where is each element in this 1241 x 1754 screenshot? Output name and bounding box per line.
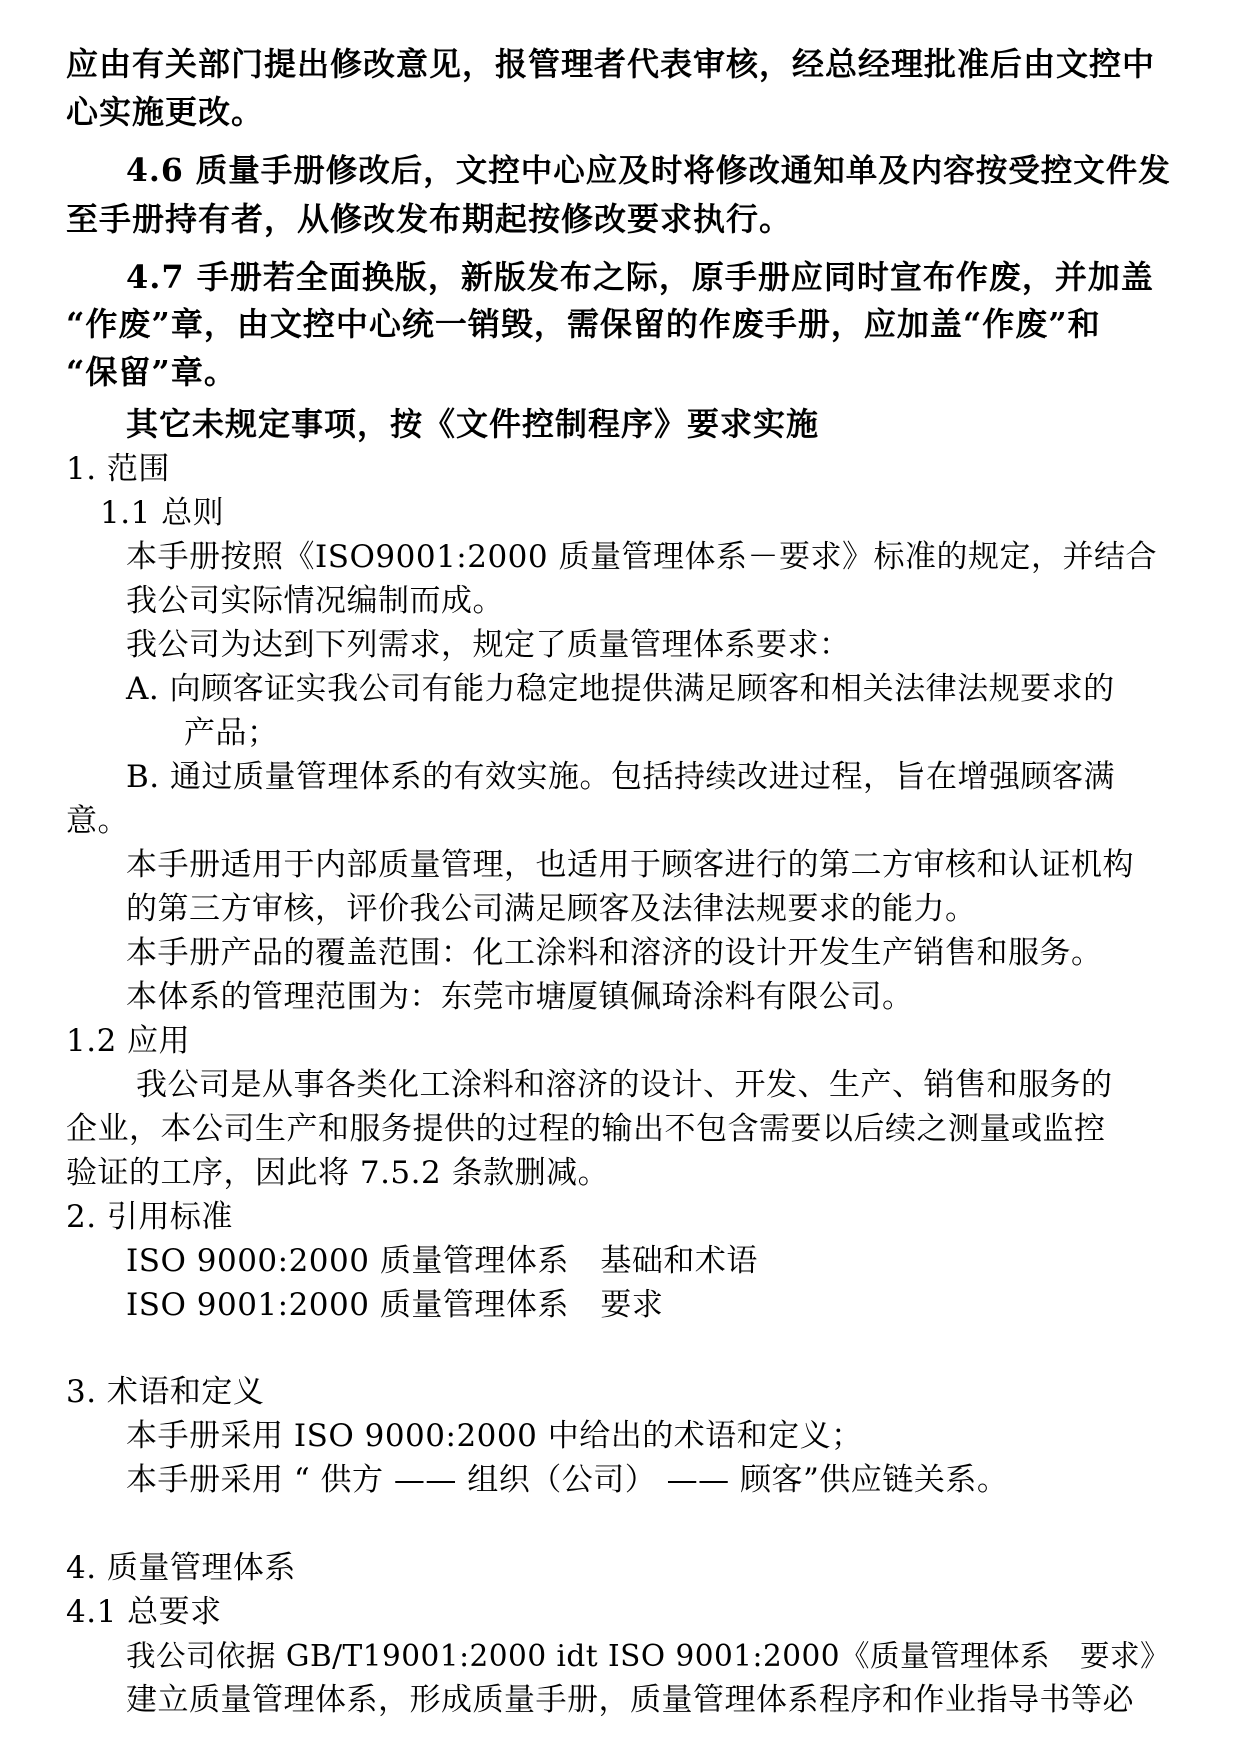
- body-line: 我公司依据 GB/T19001:2000 idt ISO 9001:2000《质量管理体系 要求》: [126, 1639, 1171, 1673]
- other-matters-line: 其它未规定事项，按《文件控制程序》要求实施: [126, 405, 820, 443]
- body-line: 本手册采用 ISO 9000:2000 中给出的术语和定义；: [126, 1418, 863, 1454]
- section-heading: 3. 术语和定义: [66, 1374, 265, 1410]
- body-line: 建立质量管理体系，形成质量手册，质量管理体系程序和作业指导书等必: [126, 1682, 1134, 1718]
- subsection-heading: 1.2 应用: [66, 1023, 191, 1059]
- list-item: B. 通过质量管理体系的有效实施。包括持续改进过程，旨在增强顾客满: [126, 759, 1115, 795]
- section-heading: 2. 引用标准: [66, 1199, 233, 1235]
- body-line: 本手册适用于内部质量管理，也适用于顾客进行的第二方审核和认证机构: [126, 847, 1134, 883]
- bold-line: 心实施更改。: [66, 93, 265, 131]
- body-line: 本手册产品的覆盖范围：化工涂料和溶济的设计开发生产销售和服务。: [126, 935, 1103, 971]
- body-line: 本手册采用 “ 供方 —— 组织（公司） —— 顾客”供应链关系。: [126, 1462, 1009, 1498]
- body-line: 我公司为达到下列需求，规定了质量管理体系要求：: [126, 627, 851, 663]
- standard-item: ISO 9001:2000 质量管理体系 要求: [126, 1287, 664, 1323]
- bold-line: 至手册持有者，从修改发布期起按修改要求执行。: [66, 200, 793, 238]
- subsection-heading: 4.1 总要求: [66, 1594, 222, 1630]
- body-line: 我公司是从事各类化工涂料和溶济的设计、开发、生产、销售和服务的: [136, 1067, 1113, 1103]
- body-line: 的第三方审核，评价我公司满足顾客及法律法规要求的能力。: [126, 891, 977, 927]
- clause-4-6: 4.6 质量手册修改后，文控中心应及时将修改通知单及内容按受控文件发: [126, 152, 1171, 189]
- subsection-heading: 1.1 总则: [100, 495, 225, 531]
- section-heading: 1. 范围: [66, 451, 170, 487]
- section-heading: 4. 质量管理体系: [66, 1550, 296, 1586]
- body-line: 本手册按照《ISO9001:2000 质量管理体系－要求》标准的规定，并结合: [126, 539, 1157, 575]
- clause-4-7: 4.7 手册若全面换版，新版发布之际，原手册应同时宣布作废，并加盖: [126, 258, 1154, 296]
- list-item: 产品；: [184, 715, 279, 751]
- body-line: 本体系的管理范围为：东莞市塘厦镇佩琦涂料有限公司。: [126, 979, 914, 1015]
- body-line: 验证的工序，因此将 7.5.2 条款删减。: [66, 1155, 610, 1191]
- bold-line: “保留”章。: [66, 353, 237, 391]
- body-line: 我公司实际情况编制而成。: [126, 583, 504, 619]
- bold-line: 应由有关部门提出修改意见，报管理者代表审核，经总经理批准后由文控中: [66, 45, 1156, 83]
- list-item: A. 向顾客证实我公司有能力稳定地提供满足顾客和相关法律法规要求的: [126, 671, 1115, 707]
- bold-line: “作废”章，由文控中心统一销毁，需保留的作废手册，应加盖“作废”和: [66, 305, 1101, 343]
- standard-item: ISO 9000:2000 质量管理体系 基础和术语: [126, 1243, 758, 1279]
- list-item: 意。: [66, 803, 129, 839]
- body-line: 企业，本公司生产和服务提供的过程的输出不包含需要以后续之测量或监控: [66, 1111, 1106, 1147]
